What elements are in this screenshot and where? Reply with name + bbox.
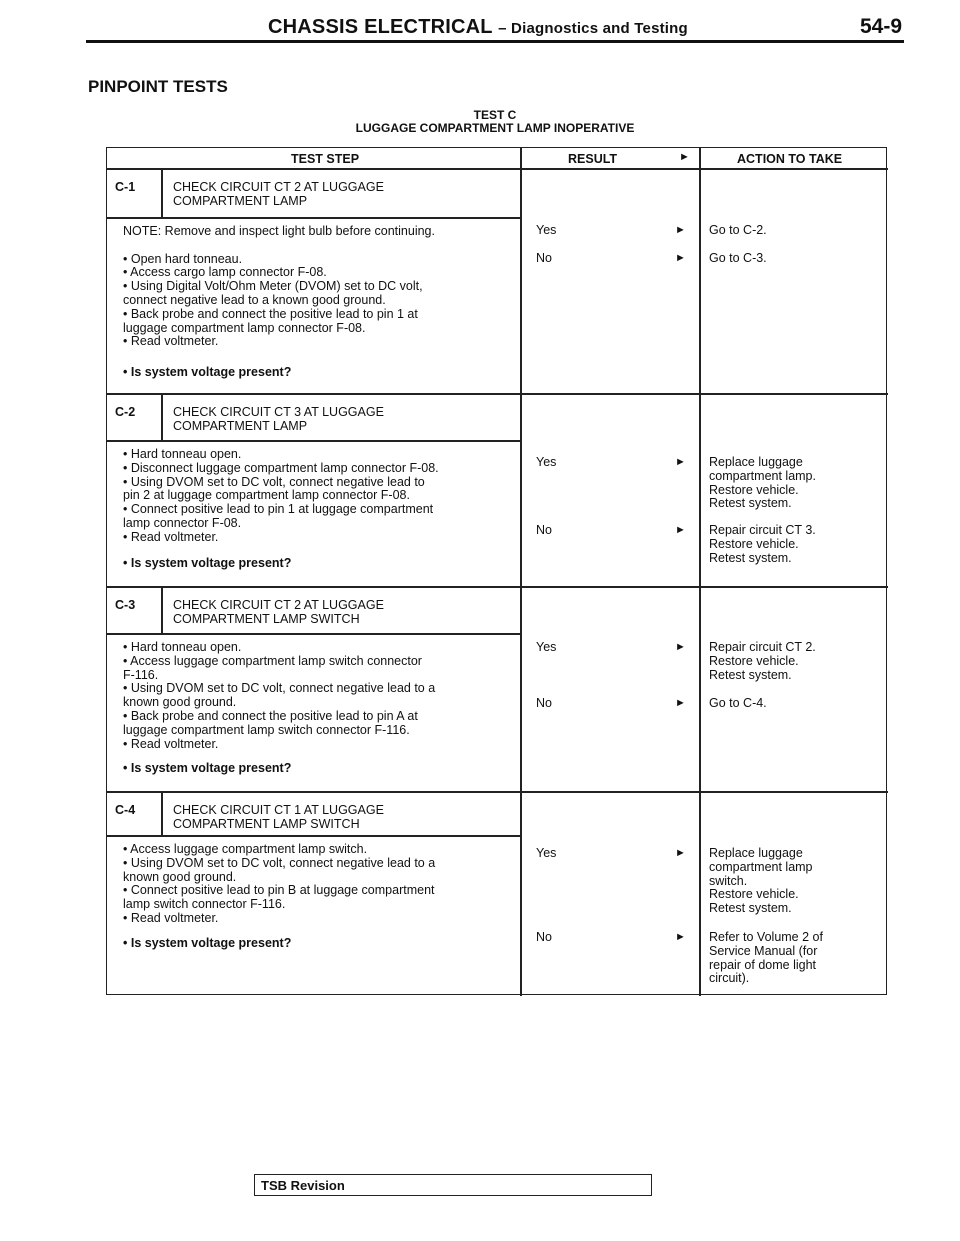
- action-line: Go to C-2.: [709, 223, 767, 237]
- column-header-test-step: TEST STEP: [291, 152, 360, 166]
- arrow-icon: ►: [675, 641, 686, 653]
- step-id: C-4: [115, 803, 136, 817]
- procedure-line: • Connect positive lead to pin B at luggage compartment: [123, 883, 435, 898]
- arrow-icon: ►: [675, 224, 686, 236]
- procedure-line: • Back probe and connect the positive lead to pin 1 at: [123, 306, 418, 321]
- step-id-divider: [161, 791, 163, 835]
- procedure-line: known good ground.: [123, 695, 237, 710]
- procedure-line: • Using DVOM set to DC volt, connect negative lead to a: [123, 855, 436, 870]
- step-row-divider: [107, 791, 888, 793]
- arrow-icon: ►: [675, 697, 686, 709]
- result-label: No: [536, 523, 552, 537]
- step-title-line: CHECK CIRCUIT CT 1 AT LUGGAGE: [173, 803, 384, 817]
- action-line: Repair circuit CT 3.: [709, 523, 816, 537]
- step-title-line: CHECK CIRCUIT CT 3 AT LUGGAGE: [173, 405, 384, 419]
- action-line: repair of dome light: [709, 957, 817, 972]
- action-line: Replace luggage: [709, 846, 803, 860]
- procedure-line: • Read voltmeter.: [123, 334, 219, 349]
- result-label: Yes: [536, 846, 557, 860]
- action-line: Retest system.: [709, 901, 792, 916]
- step-title-line: COMPARTMENT LAMP: [173, 193, 308, 208]
- result-label: No: [536, 696, 552, 710]
- step-question: • Is system voltage present?: [123, 365, 292, 379]
- action-line: Refer to Volume 2 of: [709, 930, 823, 944]
- header-title-main: CHASSIS ELECTRICAL: [268, 16, 493, 38]
- step-row-divider: [107, 586, 888, 588]
- step-title-divider: [107, 835, 520, 837]
- result-label: Yes: [536, 640, 557, 654]
- action-line: Restore vehicle.: [709, 653, 799, 668]
- procedure-line: • Using DVOM set to DC volt, connect negative lead to a: [123, 681, 436, 696]
- result-label: Yes: [536, 223, 557, 237]
- arrow-icon: ►: [675, 524, 686, 536]
- test-id-caption: TEST C: [473, 108, 517, 122]
- pinpoint-test-table: [106, 147, 887, 995]
- procedure-line: • Read voltmeter.: [123, 911, 219, 925]
- action-line: Restore vehicle.: [709, 482, 799, 497]
- step-question: • Is system voltage present?: [123, 556, 292, 570]
- step-title-line: CHECK CIRCUIT CT 2 AT LUGGAGE: [173, 598, 384, 612]
- tsb-revision-box: [254, 1174, 652, 1196]
- action-line: Restore vehicle.: [709, 536, 799, 551]
- procedure-line: • Using Digital Volt/Ohm Meter (DVOM) set to DC volt,: [123, 279, 423, 294]
- action-line: Retest system.: [709, 550, 792, 565]
- step-title-divider: [107, 633, 520, 635]
- action-line: Retest system.: [709, 667, 792, 682]
- column-header-result: RESULT: [568, 152, 618, 166]
- action-line: compartment lamp: [709, 859, 813, 874]
- procedure-line: lamp connector F-08.: [123, 516, 242, 530]
- result-label: No: [536, 930, 552, 944]
- action-line: Repair circuit CT 2.: [709, 640, 816, 654]
- step-title-line: COMPARTMENT LAMP SWITCH: [173, 816, 360, 831]
- arrow-icon: ►: [675, 456, 686, 468]
- page-number: 54-9: [859, 15, 902, 38]
- procedure-line: luggage compartment lamp connector F-08.: [123, 320, 366, 335]
- procedure-line: • Disconnect luggage compartment lamp connector F-08.: [123, 460, 439, 475]
- page-header: [86, 14, 904, 43]
- step-title-line: COMPARTMENT LAMP SWITCH: [173, 611, 360, 626]
- arrow-icon: ►: [675, 847, 686, 859]
- result-label: No: [536, 251, 552, 265]
- procedure-line: • Read voltmeter.: [123, 736, 219, 751]
- step-id: C-1: [115, 180, 136, 194]
- procedure-line: • Access luggage compartment lamp switch.: [123, 842, 368, 856]
- action-line: Restore vehicle.: [709, 887, 799, 902]
- header-title-sub: – Diagnostics and Testing: [498, 20, 688, 37]
- action-line: Replace luggage: [709, 455, 803, 469]
- procedure-line: NOTE: Remove and inspect light bulb before continuing.: [123, 224, 435, 238]
- procedure-line: • Connect positive lead to pin 1 at luggage compartment: [123, 502, 434, 517]
- action-line: switch.: [709, 873, 748, 888]
- step-id-divider: [161, 586, 163, 633]
- result-column-divider: [520, 148, 522, 996]
- procedure-line: luggage compartment lamp switch connector F-116.: [123, 722, 410, 737]
- tsb-revision-label: TSB Revision: [261, 1178, 345, 1193]
- procedure-line: • Using DVOM set to DC volt, connect negative lead to: [123, 474, 425, 489]
- step-row-divider: [107, 393, 888, 395]
- step-id: C-3: [115, 598, 136, 612]
- step-question: • Is system voltage present?: [123, 761, 292, 775]
- procedure-line: known good ground.: [123, 869, 237, 884]
- procedure-line: • Access luggage compartment lamp switch connector: [123, 653, 422, 668]
- action-line: Go to C-4.: [709, 696, 767, 710]
- action-line: Service Manual (for: [709, 943, 818, 958]
- step-title-line: CHECK CIRCUIT CT 2 AT LUGGAGE: [173, 180, 384, 194]
- column-header-action: ACTION TO TAKE: [737, 152, 843, 166]
- arrow-icon: ►: [675, 931, 686, 943]
- step-id-divider: [161, 393, 163, 440]
- header-title: [268, 16, 688, 39]
- arrow-icon: ►: [675, 252, 686, 264]
- procedure-line: • Hard tonneau open.: [123, 640, 242, 654]
- action-line: circuit).: [709, 971, 750, 986]
- action-line: compartment lamp.: [709, 468, 816, 483]
- step-id: C-2: [115, 405, 136, 419]
- section-title: PINPOINT TESTS: [88, 77, 228, 96]
- test-name-caption: LUGGAGE COMPARTMENT LAMP INOPERATIVE: [355, 121, 635, 135]
- step-title-line: COMPARTMENT LAMP: [173, 418, 308, 433]
- action-line: Retest system.: [709, 496, 792, 511]
- result-label: Yes: [536, 455, 557, 469]
- step-title-divider: [107, 440, 520, 442]
- procedure-line: • Back probe and connect the positive lead to pin A at: [123, 709, 418, 723]
- step-id-divider: [161, 168, 163, 217]
- procedure-line: F-116.: [123, 667, 159, 682]
- procedure-line: • Read voltmeter.: [123, 529, 219, 544]
- step-question: • Is system voltage present?: [123, 936, 292, 950]
- step-title-divider: [107, 217, 520, 219]
- procedure-line: pin 2 at luggage compartment lamp connector F-08.: [123, 488, 410, 503]
- procedure-line: lamp switch connector F-116.: [123, 897, 286, 912]
- header-row-divider: [107, 168, 888, 170]
- procedure-line: connect negative lead to a known good ground.: [123, 293, 386, 307]
- action-line: Go to C-3.: [709, 251, 767, 265]
- procedure-line: • Open hard tonneau.: [123, 251, 243, 266]
- action-column-divider: [699, 148, 701, 996]
- procedure-line: • Hard tonneau open.: [123, 447, 242, 461]
- procedure-line: • Access cargo lamp connector F-08.: [123, 265, 327, 280]
- arrow-icon: ►: [679, 151, 690, 163]
